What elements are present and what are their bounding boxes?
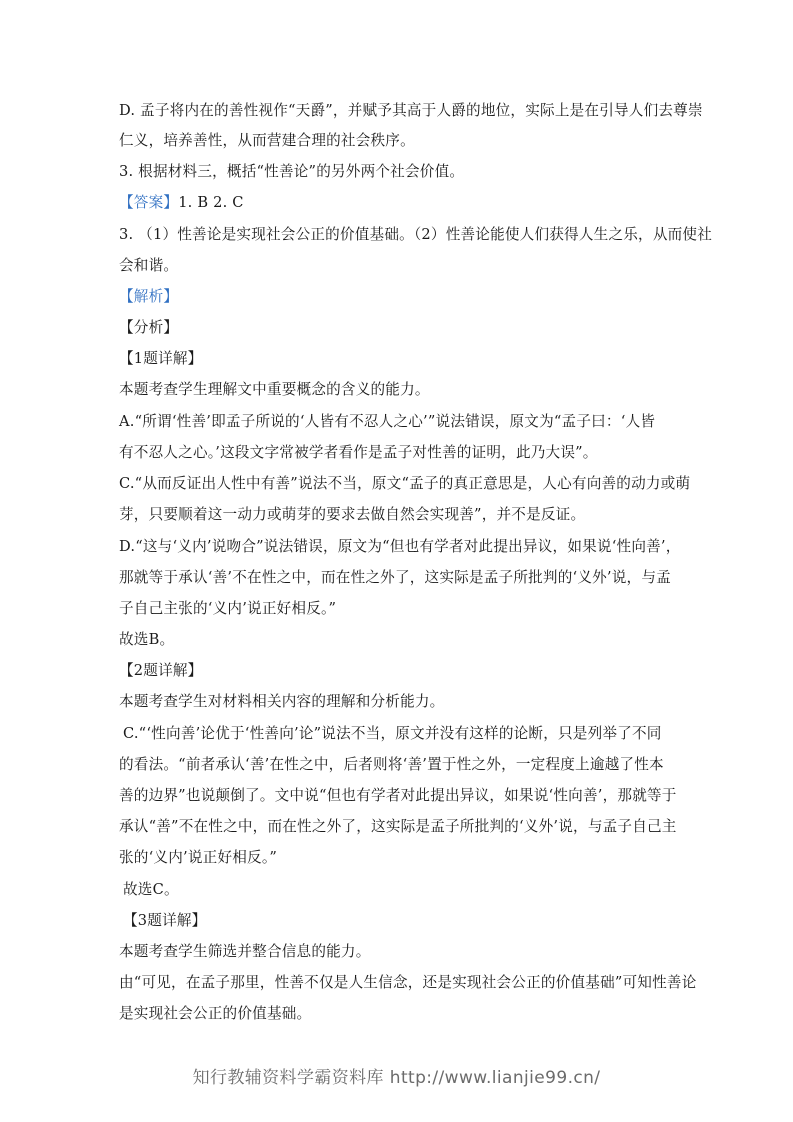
footer-watermark: 知行教辅资料学霸资料库 http://www.lianjie99.cn/ [192, 1068, 601, 1088]
q2-option-c-line-3: 善的边界”也说颠倒了。文中说“但也有学者对此提出异议，如果说‘性向善’，那就等于 [119, 787, 677, 804]
q3-heading: 【3题详解】 [123, 912, 207, 929]
q3-intro: 本题考查学生筛选并整合信息的能力。 [119, 943, 371, 960]
q1-heading: 【1题详解】 [119, 350, 203, 367]
analysis-label: 【解析】 [119, 288, 179, 305]
q2-option-c-line-2: 的看法。“前者承认‘善’在性之中，后者则将‘善’置于性之外，一定程度上逾越了性本 [119, 756, 664, 773]
q2-option-c-line-4: 承认“善”不在性之中，而在性之外了，这实际是孟子所批判的‘义外’说，与孟子自己主 [119, 818, 677, 835]
q2-option-c-line-5: 张的‘义内’说正好相反。” [119, 849, 277, 866]
q1-option-a-line-2: 有不忍人之心。’这段文字常被学者看作是孟子对性善的证明，此乃大误”。 [119, 444, 598, 461]
answer-line [119, 193, 244, 213]
q2-intro: 本题考查学生对材料相关内容的理解和分析能力。 [119, 693, 445, 710]
q1-option-d-line-3: 子自己主张的‘义内’说正好相反。” [119, 600, 337, 617]
q1-option-a-line-1: A.“所谓‘性善’即孟子所说的‘人皆有不忍人之心’”说法错误，原文为“孟子曰：‘人皆 [119, 413, 656, 430]
q3-explanation-line-2: 是实现社会公正的价值基础。 [119, 1005, 312, 1022]
answer-choices: 1. B 2. C [178, 194, 244, 211]
q1-conclusion: 故选B。 [119, 631, 175, 648]
option-d-line-2: 仁义，培养善性，从而营建合理的社会秩序。 [119, 132, 415, 149]
q2-heading: 【2题详解】 [119, 662, 203, 679]
q1-option-c-line-2: 芽，只要顺着这一动力或萌芽的要求去做自然会实现善”，并不是反证。 [119, 506, 586, 523]
question-3: 3. 根据材料三，概括“性善论”的另外两个社会价值。 [119, 163, 465, 180]
answer-3-line-1: 3. （1）性善论是实现社会公正的价值基础。（2）性善论能使人们获得人生之乐，从而使社 [119, 226, 712, 243]
q1-option-c-line-1: C.“从而反证出人性中有善”说法不当，原文“孟子的真正意思是，人心有向善的动力或萌 [119, 475, 691, 492]
q2-option-c-line-1: C.“‘性向善’论优于‘性善向’论”说法不当，原文并没有这样的论断，只是列举了不同 [123, 725, 662, 742]
option-d-line-1: D. 孟子将内在的善性视作“天爵”，并赋予其高于人爵的地位，实际上是在引导人们去尊崇 [119, 102, 703, 119]
q2-conclusion: 故选C。 [123, 881, 179, 898]
q1-option-d-line-1: D.“这与‘义内’说吻合”说法错误，原文为“但也有学者对此提出异议，如果说‘性向善’， [119, 538, 681, 555]
q3-explanation-line-1: 由“可见，在孟子那里，性善不仅是人生信念，还是实现社会公正的价值基础”可知性善论 [119, 974, 697, 991]
answer-3-line-2: 会和谐。 [119, 257, 179, 274]
q1-intro: 本题考查学生理解文中重要概念的含义的能力。 [119, 381, 430, 398]
fenxi-heading: 【分析】 [119, 319, 179, 336]
q1-option-d-line-2: 那就等于承认‘善’不在性之中，而在性之外了，这实际是孟子所批判的‘义外’说，与孟 [119, 569, 671, 586]
answer-label: 【答案】 [119, 194, 179, 211]
